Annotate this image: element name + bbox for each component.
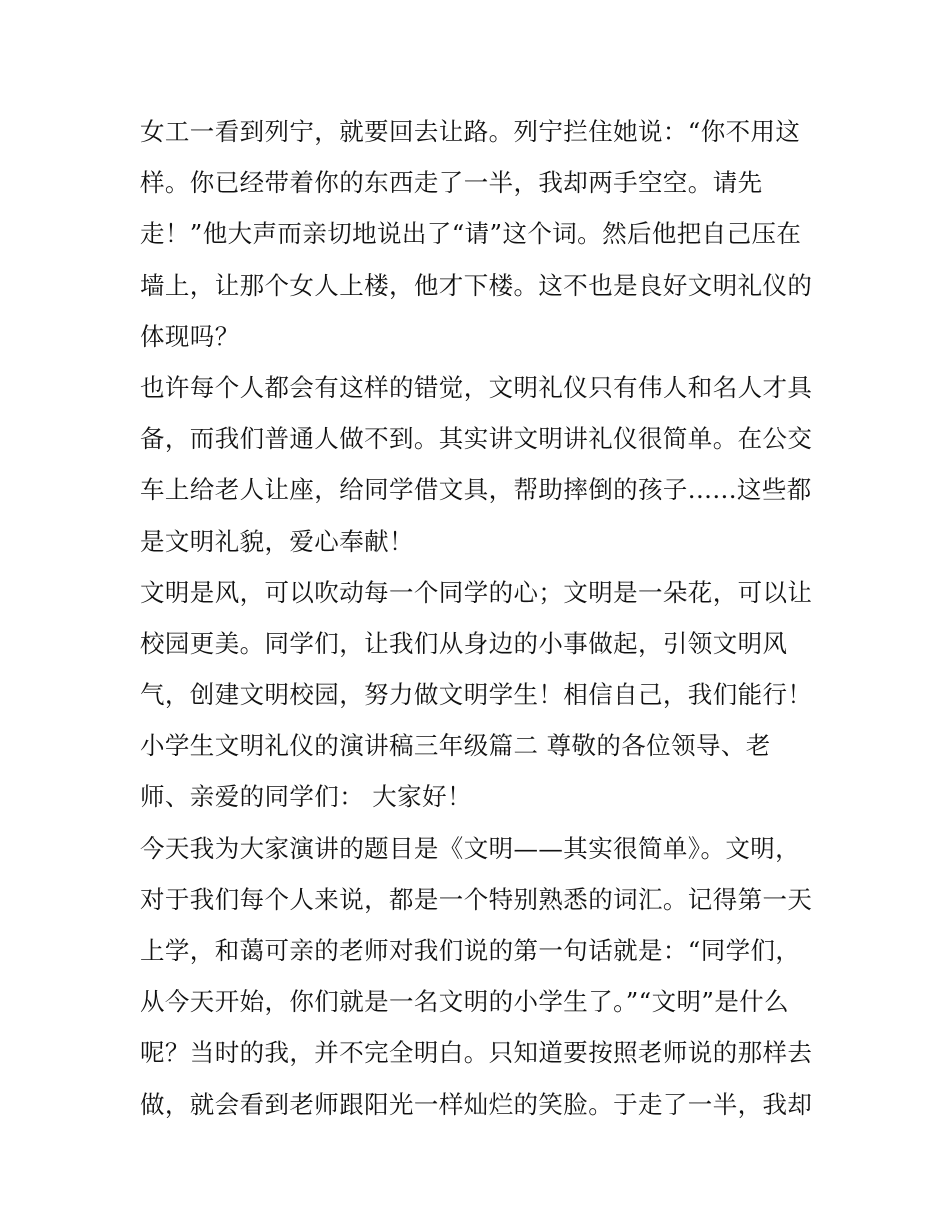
text-line: 上学，和蔼可亲的老师对我们说的第一句话就是：“同学们， — [140, 936, 801, 965]
text-line: 车上给老人让座，给同学借文具，帮助摔倒的孩子......这些都 — [140, 475, 812, 505]
text-line: 做，就会看到老师跟阳光一样灿烂的笑脸。于走了一半，我却 — [140, 1089, 813, 1119]
text-line: 呢？当时的我，并不完全明白。只知道要按照老师说的那样去 — [140, 1038, 813, 1068]
text-line: 文明是风，可以吹动每一个同学的心；文明是一朵花，可以让 — [140, 577, 813, 607]
text-line: 也许每个人都会有这样的错觉，文明礼仪只有伟人和名人才具 — [140, 372, 813, 402]
text-line: 备，而我们普通人做不到。其实讲文明讲礼仪很简单。在公交 — [140, 424, 813, 454]
text-line: 体现吗？ — [140, 321, 240, 351]
text-line: 走！”他大声而亲切地说出了“请”这个词。然后他把自己压在 — [140, 219, 802, 249]
text-line: 是文明礼貌，爱心奉献！ — [140, 526, 414, 556]
text-line: 师、亲爱的同学们： 大家好！ — [140, 782, 472, 812]
text-line: 从今天开始，你们就是一名文明的小学生了。”“文明”是什么 — [140, 987, 790, 1017]
text-line: 女工一看到列宁，就要回去让路。列宁拦住她说：“你不用这 — [140, 117, 801, 146]
text-line: 样。你已经带着你的东西走了一半，我却两手空空。请先 — [140, 168, 763, 198]
text-line: 校园更美。同学们，让我们从身边的小事做起，引领文明风 — [140, 628, 788, 658]
speech-text-body — [140, 106, 820, 1130]
text-line: 墙上，让那个女人上楼，他才下楼。这不也是良好文明礼仪的 — [140, 270, 813, 300]
text-line: 对于我们每个人来说，都是一个特别熟悉的词汇。记得第一天 — [140, 884, 813, 914]
text-line: 小学生文明礼仪的演讲稿三年级篇二 尊敬的各位领导、老 — [140, 731, 771, 761]
text-line: 今天我为大家演讲的题目是《文明——其实很简单》。文明， — [140, 833, 801, 863]
text-line: 气，创建文明校园，努力做文明学生！相信自己，我们能行！ — [140, 680, 813, 710]
